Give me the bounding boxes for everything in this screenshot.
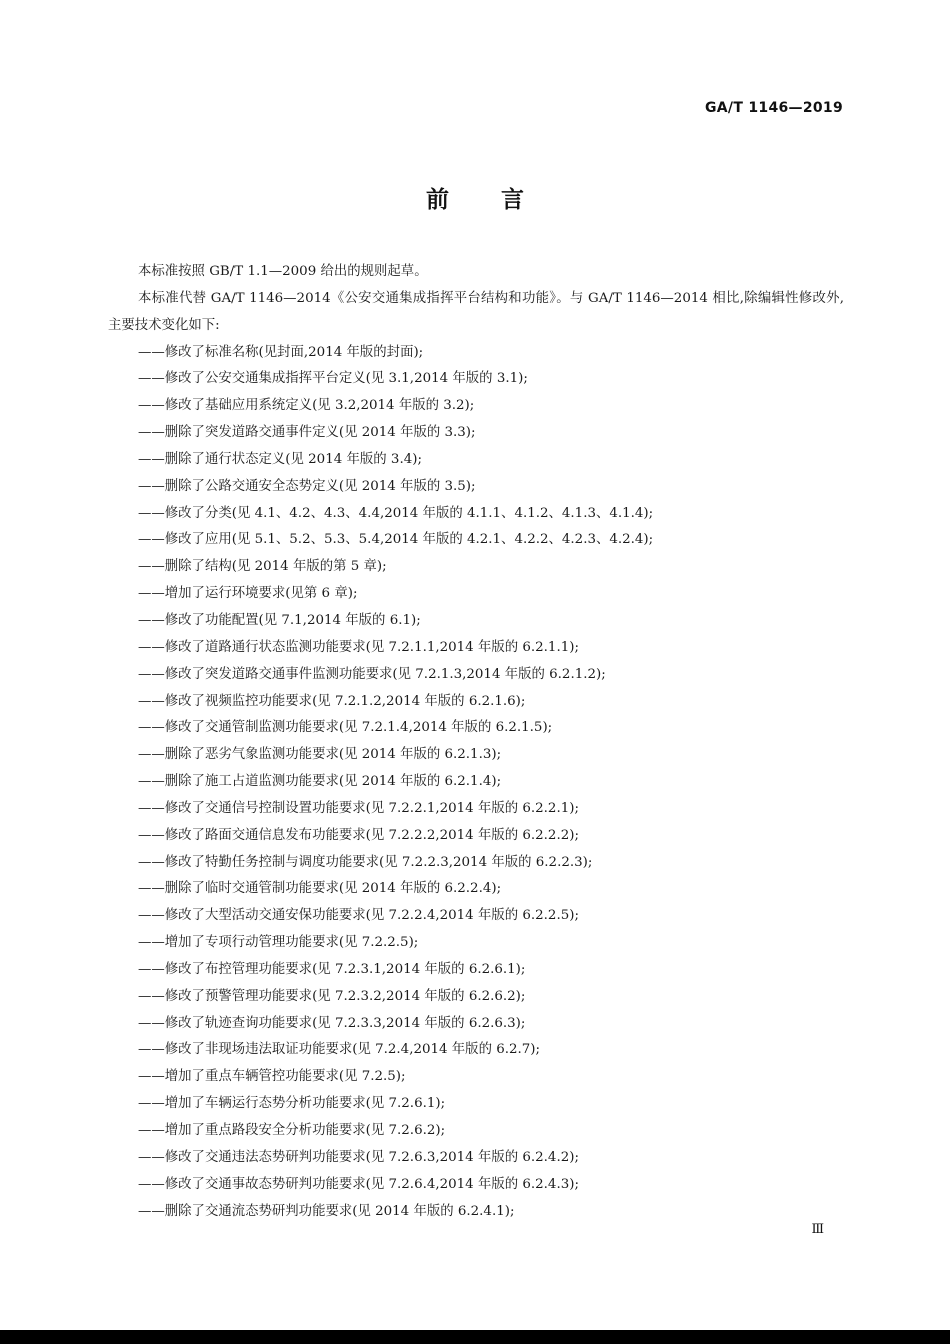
change-item: ——删除了恶劣气象监测功能要求(见 2014 年版的 6.2.1.3); xyxy=(138,747,502,763)
change-item: ——修改了突发道路交通事件监测功能要求(见 7.2.1.3,2014 年版的 6.2.1.2); xyxy=(138,666,606,682)
standard-code: GA/T 1146—2019 xyxy=(705,100,843,116)
change-item: ——修改了布控管理功能要求(见 7.2.3.1,2014 年版的 6.2.6.1); xyxy=(138,961,526,977)
change-item: ——修改了特勤任务控制与调度功能要求(见 7.2.2.3,2014 年版的 6.2.2.3); xyxy=(138,854,593,870)
change-item: ——删除了公路交通安全态势定义(见 2014 年版的 3.5); xyxy=(138,478,476,494)
change-item: ——增加了专项行动管理功能要求(见 7.2.2.5); xyxy=(138,935,419,951)
change-item: ——修改了公安交通集成指挥平台定义(见 3.1,2014 年版的 3.1); xyxy=(138,371,528,387)
paragraph-replacement: 本标准代替 GA/T 1146—2014《公安交通集成指挥平台结构和功能》。与 GA/T 1146—2014 相比,除编辑性修改外,主要技术变化如下: xyxy=(108,290,844,333)
change-item: ——增加了运行环境要求(见第 6 章); xyxy=(138,586,358,602)
foreword-body xyxy=(108,259,844,1225)
changes-list xyxy=(108,340,844,1226)
change-item: ——修改了交通违法态势研判功能要求(见 7.2.6.3,2014 年版的 6.2.4.2); xyxy=(138,1149,579,1165)
footer-bar xyxy=(0,1330,950,1344)
change-item: ——修改了轨迹查询功能要求(见 7.2.3.3,2014 年版的 6.2.6.3); xyxy=(138,1015,526,1031)
change-item: ——删除了结构(见 2014 年版的第 5 章); xyxy=(138,559,387,575)
change-item: ——修改了大型活动交通安保功能要求(见 7.2.2.4,2014 年版的 6.2.2.5); xyxy=(138,908,579,924)
change-item: ——增加了重点路段安全分析功能要求(见 7.2.6.2); xyxy=(138,1123,446,1138)
change-item: ——增加了重点车辆管控功能要求(见 7.2.5); xyxy=(138,1069,406,1085)
change-item: ——修改了道路通行状态监测功能要求(见 7.2.1.1,2014 年版的 6.2.1.1); xyxy=(138,639,579,655)
change-item: ——修改了非现场违法取证功能要求(见 7.2.4,2014 年版的 6.2.7); xyxy=(138,1042,541,1058)
change-item: ——修改了预警管理功能要求(见 7.2.3.2,2014 年版的 6.2.6.2); xyxy=(138,988,526,1004)
change-item: ——修改了标准名称(见封面,2014 年版的封面); xyxy=(138,344,424,360)
change-item: ——删除了突发道路交通事件定义(见 2014 年版的 3.3); xyxy=(138,425,476,441)
change-item: ——修改了视频监控功能要求(见 7.2.1.2,2014 年版的 6.2.1.6); xyxy=(138,693,526,709)
change-item: ——增加了车辆运行态势分析功能要求(见 7.2.6.1); xyxy=(138,1096,446,1112)
change-item: ——修改了交通管制监测功能要求(见 7.2.1.4,2014 年版的 6.2.1.5); xyxy=(138,720,553,736)
change-item: ——修改了分类(见 4.1、4.2、4.3、4.4,2014 年版的 4.1.1、4.1.2、4.1.3、4.1.4); xyxy=(138,505,654,521)
change-item: ——修改了路面交通信息发布功能要求(见 7.2.2.2,2014 年版的 6.2.2.2); xyxy=(138,827,579,843)
change-item: ——删除了施工占道监测功能要求(见 2014 年版的 6.2.1.4); xyxy=(138,774,502,790)
change-item: ——修改了功能配置(见 7.1,2014 年版的 6.1); xyxy=(138,612,421,628)
change-item: ——修改了交通事故态势研判功能要求(见 7.2.6.4,2014 年版的 6.2.4.3); xyxy=(138,1176,579,1192)
change-item: ——修改了基础应用系统定义(见 3.2,2014 年版的 3.2); xyxy=(138,398,475,414)
change-item: ——删除了临时交通管制功能要求(见 2014 年版的 6.2.2.4); xyxy=(138,881,502,897)
change-item: ——修改了交通信号控制设置功能要求(见 7.2.2.1,2014 年版的 6.2.2.1); xyxy=(138,800,579,816)
page-title: 前言 xyxy=(426,187,576,213)
page-number: Ⅲ xyxy=(811,1222,824,1237)
paragraph-drafting-rule: 本标准按照 GB/T 1.1—2009 给出的规则起草。 xyxy=(138,264,428,279)
change-item: ——修改了应用(见 5.1、5.2、5.3、5.4,2014 年版的 4.2.1、4.2.2、4.2.3、4.2.4); xyxy=(138,532,654,548)
change-item: ——删除了交通流态势研判功能要求(见 2014 年版的 6.2.4.1); xyxy=(138,1203,515,1219)
change-item: ——删除了通行状态定义(见 2014 年版的 3.4); xyxy=(138,451,422,467)
